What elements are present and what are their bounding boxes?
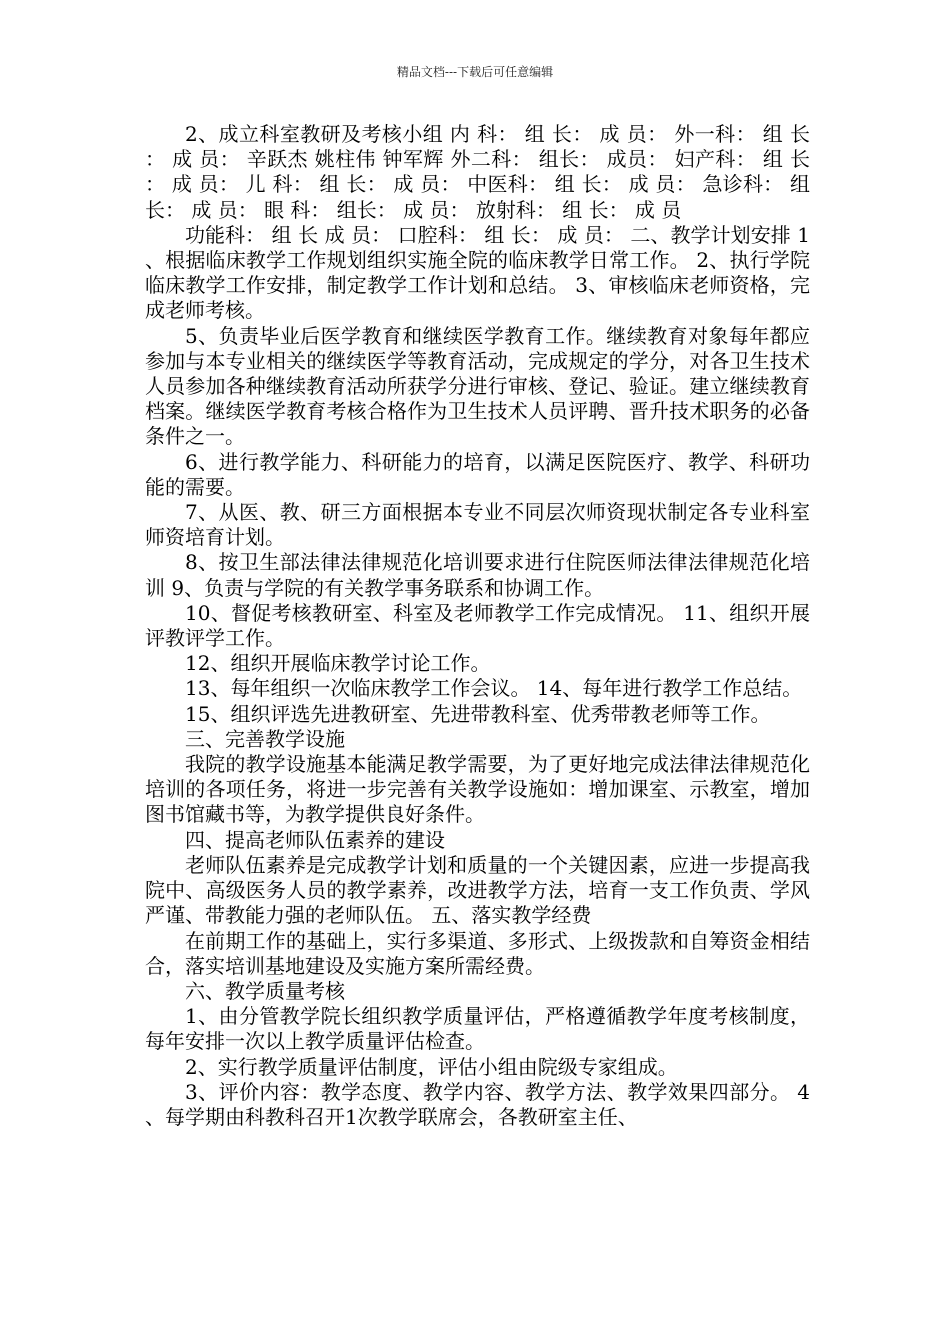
paragraph: 2、成立科室教研及考核小组 内 科： 组 长： 成 员： 外一科： 组 长： 成 员： 辛跃杰 姚柱伟 钟军辉 外二科： 组长： 成员： 妇产科： 组 长： 成 员： 儿 科： 组 长： 成 员： 中医科： 组 长： 成 员： 急诊科： 组 长： 成 员： 眼 科： 组长： 成 员： 放射科： 组 长： 成 员: [145, 122, 810, 222]
section-heading: 六、教学质量考核: [185, 978, 345, 1003]
paragraph: 我院的教学设施基本能满足教学需要，为了更好地完成法律法律规范化培训的各项任务，将进一步完善有关教学设施如：增加课室、示教室，增加图书馆藏书等，为教学提供良好条件。: [145, 752, 810, 827]
document-body: [145, 122, 810, 1130]
page-header: 精品文档---下载后可任意编辑: [396, 65, 554, 79]
paragraph: 8、按卫生部法律法律规范化培训要求进行住院医师法律法律规范化培训 9、负责与学院的有关教学事务联系和协调工作。: [145, 550, 810, 600]
paragraph: 15、组织评选先进教研室、先进带教科室、优秀带教老师等工作。: [185, 701, 771, 726]
paragraph: 2、实行教学质量评估制度，评估小组由院级专家组成。: [185, 1054, 678, 1079]
section-heading: 三、完善教学设施: [185, 726, 345, 751]
paragraph: 6、进行教学能力、科研能力的培育，以满足医院医疗、教学、科研功能的需要。: [145, 449, 810, 499]
paragraph: 10、督促考核教研室、科室及老师教学工作完成情况。 11、组织开展评教评学工作。: [145, 600, 810, 651]
section-heading: 四、提高老师队伍素养的建设: [185, 827, 445, 852]
paragraph: 功能科： 组 长 成 员： 口腔科： 组 长： 成 员： 二、教学计划安排 1、根据临床教学工作规划组织实施全院的临床教学日常工作。 2、执行学院临床教学工作安排，制定教学工作计划和总结。 3、审核临床老师资格，完成老师考核。: [145, 222, 810, 323]
paragraph: 1、由分管教学院长组织教学质量评估，严格遵循教学年度考核制度，每年安排一次以上教学质量评估检查。: [145, 1004, 810, 1054]
paragraph: 3、评价内容：教学态度、教学内容、教学方法、教学效果四部分。 4、每学期由科教科召开1次教学联席会，各教研室主任、: [145, 1079, 810, 1129]
paragraph: 12、组织开展临床教学讨论工作。: [185, 651, 491, 676]
paragraph: 5、负责毕业后医学教育和继续医学教育工作。继续教育对象每年都应参加与本专业相关的继续医学等教育活动，完成规定的学分，对各卫生技术人员参加各种继续教育活动所获学分进行审核、登记、验证。建立继续教育档案。继续医学教育考核合格作为卫生技术人员评聘、晋升技术职务的必备条件之一。: [145, 323, 810, 449]
paragraph: 7、从医、教、研三方面根据本专业不同层次师资现状制定各专业科室师资培育计划。: [145, 500, 810, 550]
paragraph: 13、每年组织一次临床教学工作会议。 14、每年进行教学工作总结。: [185, 676, 803, 701]
paragraph: 老师队伍素养是完成教学计划和质量的一个关键因素，应进一步提高我院中、高级医务人员的教学素养，改进教学方法，培育一支工作负责、学风严谨、带教能力强的老师队伍。 五、落实教学经费: [145, 852, 810, 928]
paragraph: 在前期工作的基础上，实行多渠道、多形式、上级拨款和自筹资金相结合，落实培训基地建设及实施方案所需经费。: [145, 928, 810, 978]
